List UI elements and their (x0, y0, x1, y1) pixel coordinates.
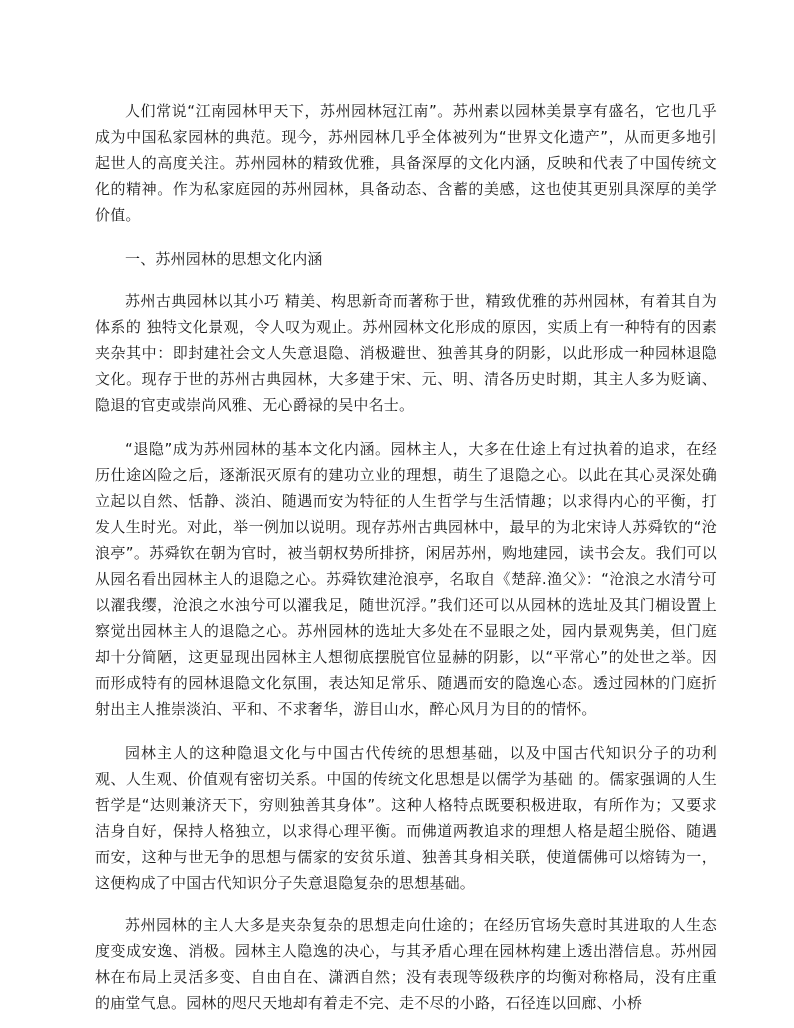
paragraph-owner-mindset: 苏州园林的主人大多是夹杂复杂的思想走向仕途的；在经历官场失意时其进取的人生态度变成安逸、消极。园林主人隐逸的决心，与其矛盾心理在园林构建上透出潜信息。苏州园林在布局上灵活多变、自由自在、潇洒自然；没有表现等级秩序的均衡对称格局，没有庄重的庙堂气息。园林的咫尺天地却有着走不完、走不尽的小路，石径连以回廊、小桥 (95, 916, 717, 1012)
paragraph-origin: 苏州古典园林以其小巧 精美、构思新奇而著称于世，精致优雅的苏州园林，有着其自为体系的 独特文化景观，令人叹为观止。苏州园林文化形成的原因，实质上有一种特有的因素夹杂其中：即封建社会文人失意退隐、消极避世、独善其身的阴影，以此形成一种园林退隐文化。现存于世的苏州古典园林，大多建于宋、元、明、清各历史时期，其主人多为贬谪、隐退的官吏或崇尚风雅、无心爵禄的吴中名士。 (95, 292, 717, 414)
document-body (95, 98, 717, 1016)
section-heading: 一、苏州园林的思想文化内涵 (125, 250, 323, 268)
paragraph-thought-basis: 园林主人的这种隐退文化与中国古代传统的思想基础，以及中国古代知识分子的功利观、人生观、价值观有密切关系。中国的传统文化思想是以儒学为基础 的。儒家强调的人生哲学是“达则兼济天下，穷则独善其身体”。这种人格特点既要积极进取，有所作为；又要求洁身自好，保持人格独立，以求得心理平衡。而佛道两教追求的理想人格是超尘脱俗、随遇而安，这种与世无争的思想与儒家的安贫乐道、独善其身相关联，使道儒佛可以熔铸为一，这便构成了中国古代知识分子失意退隐复杂的思想基础。 (95, 744, 717, 892)
paragraph-intro: 人们常说“江南园林甲天下，苏州园林冠江南”。苏州素以园林美景享有盛名，它也几乎成为中国私家园林的典范。现今，苏州园林几乎全体被列为“世界文化遗产”，从而更多地引起世人的高度关注。苏州园林的精致优雅，具备深厚的文化内涵，反映和代表了中国传统文化的精神。作为私家庭园的苏州园林，具备动态、含蓄的美感，这也使其更别具深厚的美学价值。 (95, 102, 717, 224)
paragraph-retreat: “退隐”成为苏州园林的基本文化内涵。园林主人，大多在仕途上有过执着的追求，在经历仕途凶险之后，逐渐泯灭原有的建功立业的理想，萌生了退隐之心。以此在其心灵深处确立起以自然、恬静、淡泊、随遇而安为特征的人生哲学与生活情趣；以求得内心的平衡，打发人生时光。对此，举一例加以说明。现存苏州古典园林中，最早的为北宋诗人苏舜钦的“沧浪亭”。苏舜钦在朝为官时，被当朝权势所排挤，闲居苏州，购地建园，读书会友。我们可以从园名看出园林主人的退隐之心。苏舜钦建沧浪亭，名取自《楚辞.渔父》：“沧浪之水清兮可以濯我缨，沧浪之水浊兮可以濯我足，随世沉浮。”我们还可以从园林的选址及其门楣设置上察觉出园林主人的退隐之心。苏州园林的选址大多处在不显眼之处，园内景观隽美，但门庭却十分简陋，这更显现出园林主人想彻底摆脱官位显赫的阴影，以“平常心”的处世之举。因而形成特有的园林退隐文化氛围，表达知足常乐、随遇而安的隐逸心态。透过园林的门庭折射出主人推崇淡泊、平和、不求奢华，游目山水，醉心风月为目的的情怀。 (95, 440, 717, 718)
